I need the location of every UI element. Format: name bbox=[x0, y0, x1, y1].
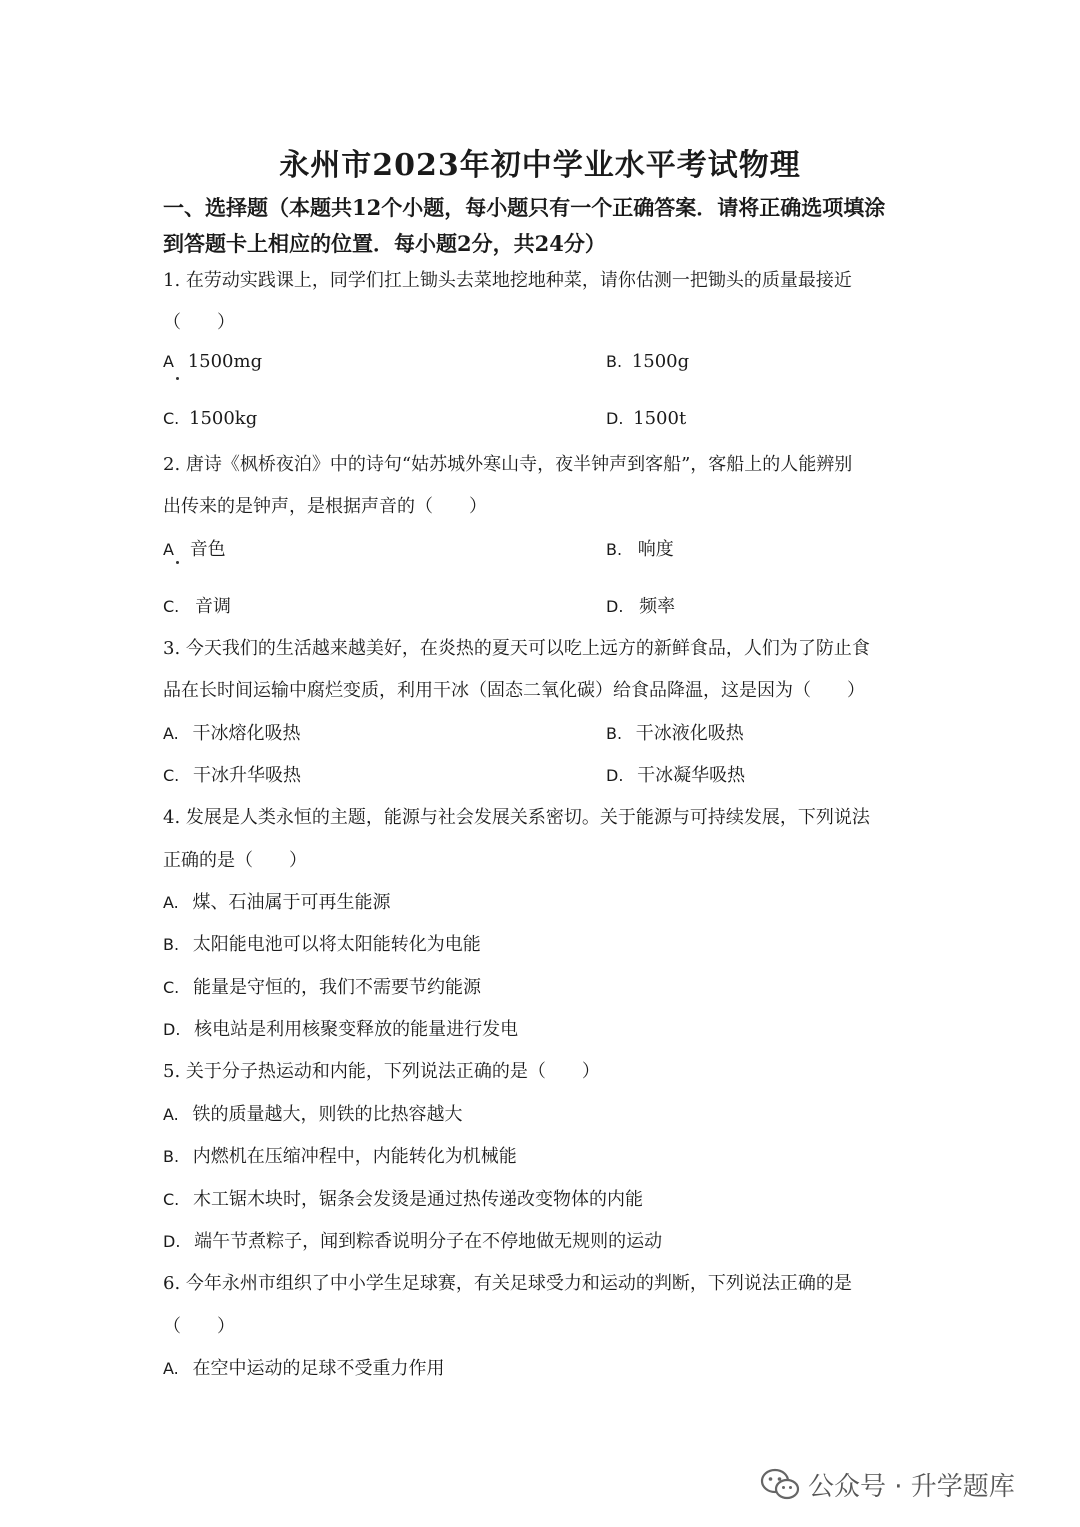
question-3-option-a bbox=[163, 719, 300, 745]
option-text: 1500mg bbox=[187, 351, 263, 372]
question-4-option-c bbox=[163, 973, 481, 999]
question-1-option-b bbox=[606, 351, 689, 372]
question-2-line1: 2. 唐诗《枫桥夜泊》中的诗句“姑苏城外寒山寺，夜半钟声到客船”，客船上的人能辨别 bbox=[163, 454, 853, 475]
option-text: 太阳能电池可以将太阳能转化为电能 bbox=[192, 934, 481, 955]
option-text: 核电站是利用核聚变释放的能量进行发电 bbox=[194, 1019, 519, 1040]
option-text: 音色 bbox=[189, 539, 226, 560]
question-6-line1: 6. 今年永州市组织了中小学生足球赛，有关足球受力和运动的判断，下列说法正确的是 bbox=[163, 1273, 852, 1294]
option-label: A. bbox=[163, 1105, 179, 1124]
question-5-option-a bbox=[163, 1100, 462, 1126]
option-text: 频率 bbox=[639, 596, 676, 617]
question-5-option-b bbox=[163, 1142, 517, 1168]
page-title: 永州市2023年初中学业水平考试物理 bbox=[279, 148, 801, 183]
option-label: C. bbox=[163, 409, 180, 428]
question-4-line1: 4. 发展是人类永恒的主题，能源与社会发展关系密切。关于能源与可持续发展，下列说法 bbox=[163, 807, 870, 828]
option-label: B. bbox=[163, 935, 180, 954]
section-heading-line1: 一、选择题（本题共12个小题，每小题只有一个正确答案．请将正确选项填涂 bbox=[163, 195, 886, 220]
option-label: B. bbox=[606, 352, 623, 371]
question-1-line2: （ ） bbox=[163, 312, 235, 333]
question-1-option-c bbox=[163, 408, 257, 429]
option-text: 端午节煮粽子，闻到粽香说明分子在不停地做无规则的运动 bbox=[194, 1231, 663, 1252]
option-label: C. bbox=[163, 1190, 180, 1209]
question-5-line1: 5. 关于分子热运动和内能，下列说法正确的是（ ） bbox=[163, 1061, 600, 1082]
option-label: A bbox=[163, 352, 174, 371]
question-1-option-a bbox=[163, 351, 262, 372]
question-3-option-d bbox=[606, 761, 745, 787]
question-3-option-b bbox=[606, 719, 744, 745]
question-4-option-a bbox=[163, 888, 390, 914]
option-label: B. bbox=[606, 724, 623, 743]
option-label: A. bbox=[163, 1359, 179, 1378]
question-2-option-d bbox=[606, 592, 675, 618]
question-2-option-b bbox=[606, 535, 674, 561]
option-text: 内燃机在压缩冲程中，内能转化为机械能 bbox=[192, 1146, 517, 1167]
question-4-option-b bbox=[163, 930, 481, 956]
option-label: D. bbox=[606, 597, 624, 616]
question-4-option-d bbox=[163, 1015, 518, 1041]
option-label: D. bbox=[606, 766, 624, 785]
option-text: 1500g bbox=[631, 351, 690, 372]
question-4-line2: 正确的是（ ） bbox=[163, 850, 307, 871]
option-label: D. bbox=[163, 1232, 181, 1251]
question-3-line2: 品在长时间运输中腐烂变质，利用干冰（固态二氧化碳）给食品降温，这是因为（ ） bbox=[163, 680, 865, 701]
option-text: 干冰升华吸热 bbox=[193, 765, 301, 786]
option-text: 1500kg bbox=[189, 408, 258, 429]
option-text: 1500t bbox=[633, 408, 687, 429]
option-text: 干冰液化吸热 bbox=[635, 723, 744, 744]
option-label: C. bbox=[163, 978, 180, 997]
question-1-option-d bbox=[606, 408, 686, 429]
question-6-line2: （ ） bbox=[163, 1316, 235, 1337]
question-3-option-c bbox=[163, 761, 301, 787]
scan-dot-mark bbox=[176, 377, 179, 380]
option-label: C. bbox=[163, 766, 180, 785]
option-label: D. bbox=[163, 1020, 181, 1039]
option-text: 铁的质量越大，则铁的比热容越大 bbox=[192, 1104, 463, 1125]
question-5-option-c bbox=[163, 1185, 643, 1211]
option-label: A. bbox=[163, 893, 179, 912]
option-text: 音调 bbox=[195, 596, 231, 617]
question-6-option-a bbox=[163, 1354, 444, 1380]
option-text: 响度 bbox=[637, 539, 674, 560]
question-5-option-d bbox=[163, 1227, 662, 1253]
option-label: A. bbox=[163, 724, 179, 743]
question-2-option-c bbox=[163, 592, 231, 618]
option-text: 木工锯木块时，锯条会发烫是通过热传递改变物体的内能 bbox=[193, 1189, 643, 1210]
option-text: 干冰熔化吸热 bbox=[192, 723, 301, 744]
option-label: D. bbox=[606, 409, 624, 428]
option-text: 干冰凝华吸热 bbox=[637, 765, 746, 786]
option-label: A bbox=[163, 540, 174, 559]
question-1-line1: 1. 在劳动实践课上，同学们扛上锄头去菜地挖地种菜，请你估测一把锄头的质量最接近 bbox=[163, 270, 852, 291]
question-2-option-a bbox=[163, 535, 226, 561]
scan-dot-mark bbox=[176, 561, 179, 564]
watermark bbox=[760, 1466, 1015, 1503]
question-3-line1: 3. 今天我们的生活越来越美好，在炎热的夏天可以吃上远方的新鲜食品，人们为了防止食 bbox=[163, 638, 870, 659]
option-text: 在空中运动的足球不受重力作用 bbox=[192, 1358, 445, 1379]
option-label: B. bbox=[606, 540, 623, 559]
question-2-line2: 出传来的是钟声，是根据声音的（ ） bbox=[163, 496, 487, 517]
section-heading-line2: 到答题卡上相应的位置．每小题2分，共24分） bbox=[163, 231, 606, 256]
watermark-text: 公众号 · 升学题库 bbox=[808, 1472, 1015, 1502]
option-text: 煤、石油属于可再生能源 bbox=[192, 892, 391, 913]
option-label: C. bbox=[163, 597, 180, 616]
option-label: B. bbox=[163, 1147, 180, 1166]
wechat-icon bbox=[760, 1468, 800, 1502]
option-text: 能量是守恒的，我们不需要节约能源 bbox=[193, 977, 481, 998]
